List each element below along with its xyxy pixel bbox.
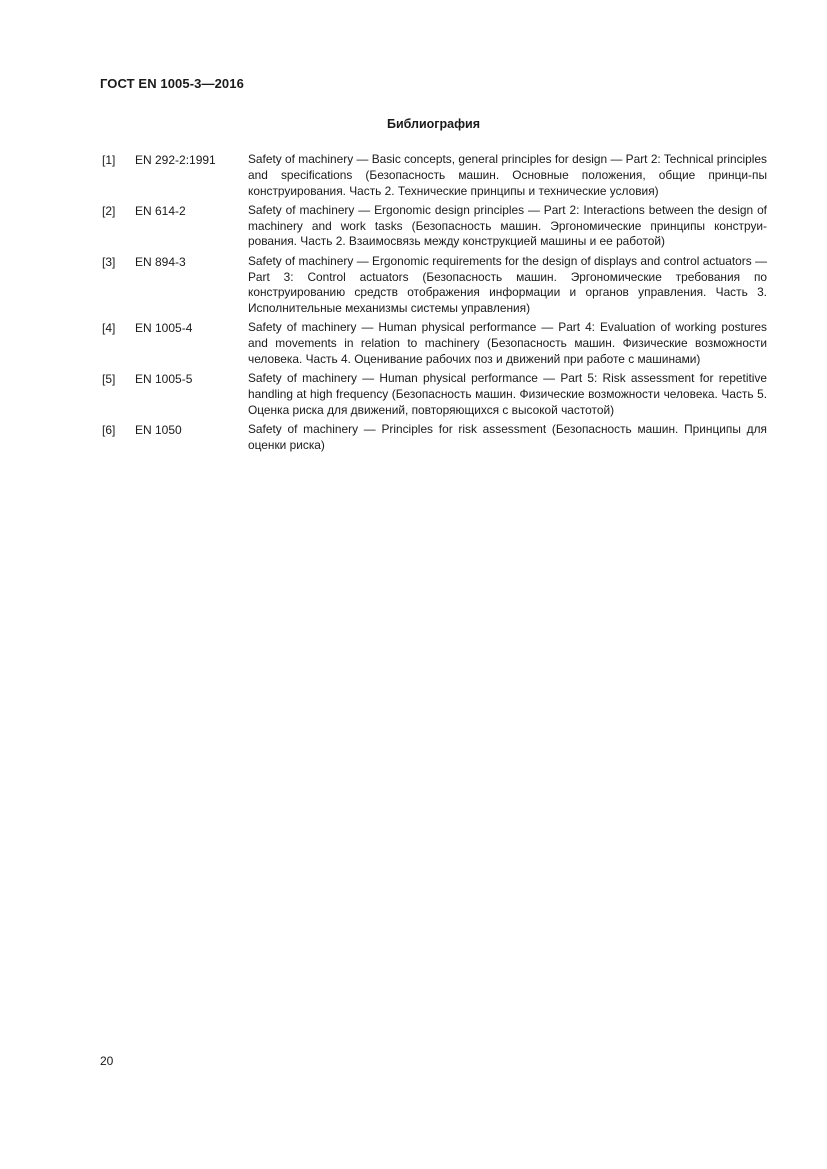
- bibliography-entry: [102, 152, 767, 199]
- document-header: ГОСТ EN 1005-3—2016: [100, 76, 244, 91]
- entry-code: EN 1005-4: [135, 321, 193, 336]
- entry-number: [3]: [102, 254, 116, 269]
- entry-code: EN 292-2:1991: [135, 153, 216, 167]
- bibliography-entry: [102, 320, 767, 367]
- bibliography-entry: [102, 371, 767, 418]
- entry-number: [2]: [102, 203, 116, 218]
- entry-text: Safety of machinery — Human physical performance — Part 5: Risk assessment for repetitive handling at high frequency (Безопасность машин. Физические возможности человека. Часть 5. Оценка риска для движений, повторяющихся с высокой частотой): [248, 371, 767, 417]
- entry-code: EN 1050: [135, 423, 182, 438]
- bibliography-title: Библиография: [386, 117, 481, 131]
- entry-text: Safety of machinery — Ergonomic design principles — Part 2: Interactions between the design of machinery and work tasks (Безопасность машин. Эргономические принципы конструи-рования. Часть 2. Взаимосвязь между конструкцией машины и ее работой): [248, 202, 767, 249]
- entry-text: Safety of machinery — Ergonomic requirements for the design of displays and control actuators — Part 3: Control actuators (Безопасность машин. Эргономические требования по конструированию средств отображения информации и органов управления. Часть 3. Исполнительные механизмы системы управления): [248, 253, 767, 316]
- page-number: 20: [100, 1054, 114, 1068]
- entry-text: Safety of machinery — Principles for risk assessment (Безопасность машин. Принципы для оценки риска): [248, 422, 767, 453]
- bibliography-entry: [102, 422, 767, 454]
- entry-code: EN 894-3: [135, 254, 186, 269]
- entry-number: [4]: [102, 321, 116, 336]
- entry-text: Safety of machinery — Human physical performance — Part 4: Evaluation of working postures and movements in relation to machinery (Безопасность машин. Физические возможности человека. Часть 4. Оценивание рабочих поз и движений при работе с машинами): [248, 320, 767, 367]
- entry-number: [6]: [102, 423, 116, 438]
- entry-number: [1]: [102, 153, 116, 167]
- entry-number: [5]: [102, 372, 116, 387]
- entry-text: Safety of machinery — Basic concepts, general principles for design — Part 2: Technical principles and specifications (Безопасность машин. Основные положения, общие принци-пы конструирования. Часть 2. Технические принципы и технические условия): [248, 152, 767, 198]
- bibliography-entry: [102, 203, 767, 250]
- entry-code: EN 1005-5: [135, 372, 193, 387]
- entry-code: EN 614-2: [135, 203, 186, 218]
- bibliography-entry: [102, 254, 767, 317]
- bibliography-list: [102, 152, 767, 457]
